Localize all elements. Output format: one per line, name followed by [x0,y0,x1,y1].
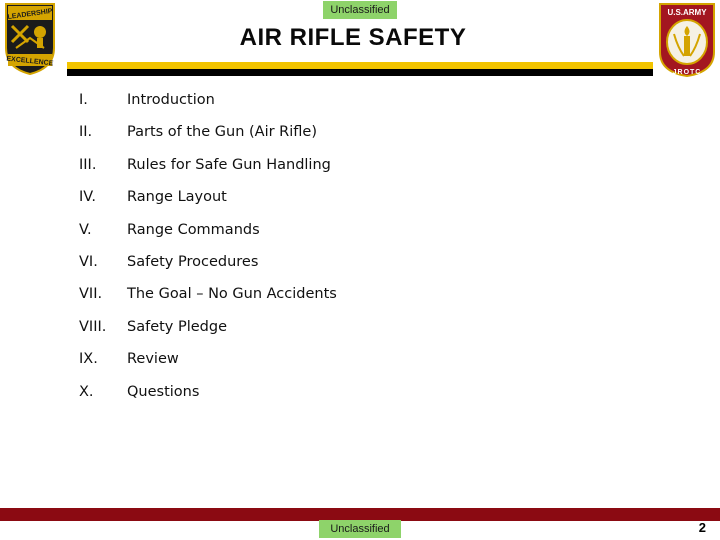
agenda-item [79,222,639,254]
agenda-item-label: Range Commands [127,221,260,238]
page-number: 2 [698,520,706,535]
crest-bottom-text: EXCELLENCE [6,55,54,68]
agenda-item-number: V. [79,221,92,238]
seal-bottom-text: JROTC [672,69,702,76]
slide-title: AIR RIFLE SAFETY [239,24,467,51]
agenda-item [79,351,639,383]
agenda-list [79,92,639,416]
agenda-item [79,254,639,286]
agenda-item [79,189,639,221]
agenda-item-label: Safety Pledge [127,318,228,335]
agenda-item [79,92,639,124]
header-black-rule [67,69,653,76]
agenda-item-label: Review [127,351,179,368]
agenda-item-label: Range Layout [127,189,227,206]
agenda-item-number: II. [79,124,93,141]
agenda-item-label: Questions [127,383,200,400]
classification-banner-bottom: Unclassified [319,520,401,538]
crest-top-text: LEADERSHIP [7,7,53,22]
seal-top-text: U.S.ARMY [667,8,707,17]
agenda-item-number: X. [79,383,94,400]
agenda-item-number: I. [79,92,88,108]
agenda-item-number: IV. [79,189,96,206]
agenda-item [79,286,639,318]
us-army-jrotc-seal-icon [656,2,718,78]
agenda-item-label: The Goal – No Gun Accidents [127,286,337,303]
agenda-item [79,124,639,156]
agenda-item-label: Safety Procedures [127,253,259,270]
agenda-item [79,319,639,351]
agenda-item-number: IX. [79,351,98,368]
agenda-item-label: Rules for Safe Gun Handling [127,156,331,173]
agenda-item-number: III. [79,156,97,173]
agenda-item [79,157,639,189]
agenda-item-number: VI. [79,253,98,270]
header-gold-rule [67,62,653,69]
agenda-item-label: Parts of the Gun (Air Rifle) [127,124,317,141]
agenda-item-number: VIII. [79,318,107,335]
classification-banner-top: Unclassified [323,1,397,19]
agenda-item [79,384,639,416]
agenda-item-number: VII. [79,286,103,303]
agenda-item-label: Introduction [127,92,215,108]
